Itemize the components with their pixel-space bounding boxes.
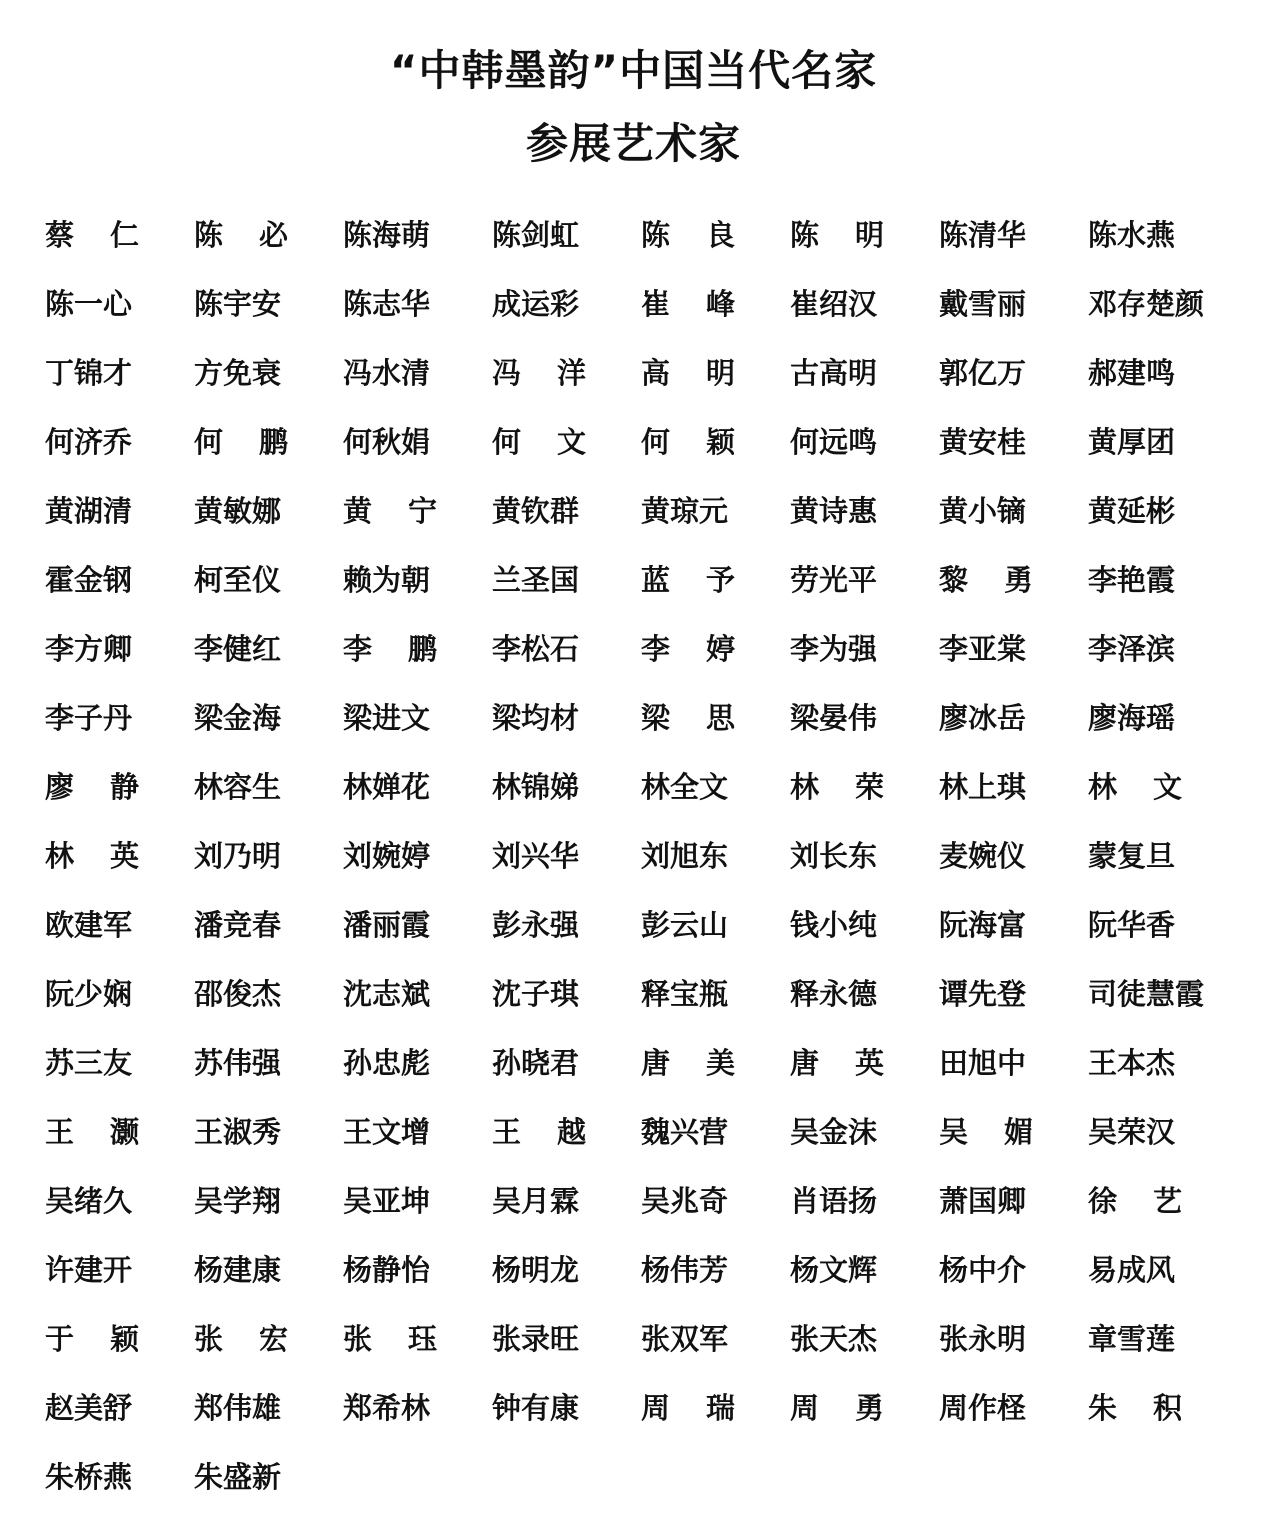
artist-name: 张双军 [641,1322,729,1356]
artist-name: 释宝瓶 [641,977,729,1011]
artist-name-grid [45,210,1245,1521]
artist-name: 阮少娴 [45,977,133,1011]
artist-name: 李 鹏 [343,632,437,666]
artist-name: 冯 洋 [492,356,586,390]
artist-name: 陈 明 [790,218,884,252]
artist-name: 刘旭东 [641,839,729,873]
artist-name: 黄湖清 [45,494,133,528]
artist-name: 朱桥燕 [45,1460,133,1494]
artist-name: 肖语扬 [790,1184,878,1218]
artist-name: 柯至仪 [194,563,282,597]
artist-name: 黄琼元 [641,494,729,528]
artist-name: 黄钦群 [492,494,580,528]
artist-name: 李方卿 [45,632,133,666]
artist-name: 廖冰岳 [939,701,1027,735]
artist-name: 唐 英 [790,1046,884,1080]
artist-name: 黎 勇 [939,563,1033,597]
artist-name: 陈水燕 [1088,218,1176,252]
artist-name: 郑伟雄 [194,1391,282,1425]
artist-name: 孙忠彪 [343,1046,431,1080]
artist-name: 陈志华 [343,287,431,321]
artist-name: 黄延彬 [1088,494,1176,528]
artist-name: 阮海富 [939,908,1027,942]
artist-name: 杨建康 [194,1253,282,1287]
artist-name: 沈志斌 [343,977,431,1011]
artist-name: 陈清华 [939,218,1027,252]
artist-name: 方免衰 [194,356,282,390]
artist-name: 何秋娟 [343,425,431,459]
artist-name: 潘竞春 [194,908,282,942]
artist-name: 魏兴营 [641,1115,729,1149]
artist-name: 吴兆奇 [641,1184,729,1218]
artist-name: 王 越 [492,1115,586,1149]
artist-name: 沈子琪 [492,977,580,1011]
artist-name: 王淑秀 [194,1115,282,1149]
artist-name: 杨伟芳 [641,1253,729,1287]
artist-name: 黄 宁 [343,494,437,528]
artist-name: 郑希林 [343,1391,431,1425]
artist-name: 阮华香 [1088,908,1176,942]
artist-name: 成运彩 [492,287,580,321]
artist-name: 吴学翔 [194,1184,282,1218]
artist-name: 周 勇 [790,1391,884,1425]
artist-name: 廖 静 [45,770,139,804]
artist-name: 李泽滨 [1088,632,1176,666]
artist-name: 陈 良 [641,218,735,252]
artist-name: 周作柽 [939,1391,1027,1425]
artist-name: 朱 积 [1088,1391,1182,1425]
artist-name: 李艳霞 [1088,563,1176,597]
artist-name: 麦婉仪 [939,839,1027,873]
artist-name: 霍金钢 [45,563,133,597]
artist-name: 苏伟强 [194,1046,282,1080]
artist-name: 崔 峰 [641,287,735,321]
artist-name: 劳光平 [790,563,878,597]
artist-name: 杨明龙 [492,1253,580,1287]
artist-name: 吴金沫 [790,1115,878,1149]
artist-name: 易成风 [1088,1253,1176,1287]
artist-name: 兰圣国 [492,563,580,597]
artist-name: 古高明 [790,356,878,390]
artist-name: 梁 思 [641,701,735,735]
artist-name: 李健红 [194,632,282,666]
artist-name: 王 灏 [45,1115,139,1149]
artist-name: 孙晓君 [492,1046,580,1080]
artist-name: 邓存楚颜 [1088,287,1205,321]
artist-name: 何 文 [492,425,586,459]
artist-name: 梁进文 [343,701,431,735]
artist-name: 张 宏 [194,1322,288,1356]
artist-name: 崔绍汉 [790,287,878,321]
document-subtitle: 参展艺术家 [525,119,741,168]
artist-name: 苏三友 [45,1046,133,1080]
artist-name: 邵俊杰 [194,977,282,1011]
artist-name: 黄安桂 [939,425,1027,459]
artist-name: 林 文 [1088,770,1182,804]
artist-name: 刘婉婷 [343,839,431,873]
artist-name: 刘长东 [790,839,878,873]
artist-name: 黄诗惠 [790,494,878,528]
artist-name: 李为强 [790,632,878,666]
artist-name: 王文增 [343,1115,431,1149]
artist-name: 赖为朝 [343,563,431,597]
artist-name: 郭亿万 [939,356,1027,390]
artist-name: 徐 艺 [1088,1184,1182,1218]
artist-name: 许建开 [45,1253,133,1287]
artist-name: 杨中介 [939,1253,1027,1287]
artist-name: 李亚棠 [939,632,1027,666]
artist-name: 唐 美 [641,1046,735,1080]
artist-name: 林锦娣 [492,770,580,804]
artist-name: 林 英 [45,839,139,873]
artist-name: 陈 必 [194,218,288,252]
artist-name: 赵美舒 [45,1391,133,1425]
artist-name: 梁金海 [194,701,282,735]
artist-name: 蔡 仁 [45,218,139,252]
artist-name: 梁晏伟 [790,701,878,735]
artist-name: 张录旺 [492,1322,580,1356]
artist-name: 于 颖 [45,1322,139,1356]
artist-name: 章雪莲 [1088,1322,1176,1356]
artist-name: 黄敏娜 [194,494,282,528]
artist-name: 李子丹 [45,701,133,735]
artist-name: 郝建鸣 [1088,356,1176,390]
artist-name: 释永德 [790,977,878,1011]
artist-name: 何济乔 [45,425,133,459]
artist-name: 吴绪久 [45,1184,133,1218]
artist-name: 林上琪 [939,770,1027,804]
document-title: “中韩墨韵”中国当代名家 [389,46,878,95]
artist-name: 梁均材 [492,701,580,735]
artist-name: 黄小镝 [939,494,1027,528]
artist-name: 彭云山 [641,908,729,942]
artist-name: 彭永强 [492,908,580,942]
artist-name: 杨静怡 [343,1253,431,1287]
artist-name: 谭先登 [939,977,1027,1011]
artist-name: 廖海瑶 [1088,701,1176,735]
artist-name: 张天杰 [790,1322,878,1356]
artist-name: 陈宇安 [194,287,282,321]
artist-name: 陈剑虹 [492,218,580,252]
artist-name: 萧国卿 [939,1184,1027,1218]
artist-name: 李松石 [492,632,580,666]
artist-name: 司徒慧霞 [1088,977,1205,1011]
artist-name: 高 明 [641,356,735,390]
artist-name: 刘兴华 [492,839,580,873]
artist-name: 黄厚团 [1088,425,1176,459]
artist-name: 钱小纯 [790,908,878,942]
artist-name: 何远鸣 [790,425,878,459]
artist-name: 吴 媚 [939,1115,1033,1149]
artist-name: 周 瑞 [641,1391,735,1425]
artist-name: 何 鹏 [194,425,288,459]
artist-name: 何 颖 [641,425,735,459]
artist-name: 吴亚坤 [343,1184,431,1218]
artist-name: 林全文 [641,770,729,804]
artist-name: 田旭中 [939,1046,1027,1080]
artist-name: 林 荣 [790,770,884,804]
artist-name: 朱盛新 [194,1460,282,1494]
artist-name: 欧建军 [45,908,133,942]
artist-name: 王本杰 [1088,1046,1176,1080]
artist-name: 吴月霖 [492,1184,580,1218]
artist-name: 蒙复旦 [1088,839,1176,873]
artist-name: 戴雪丽 [939,287,1027,321]
artist-name: 钟有康 [492,1391,580,1425]
artist-name: 林婵花 [343,770,431,804]
artist-name: 李 婷 [641,632,735,666]
artist-name: 张永明 [939,1322,1027,1356]
artist-name: 刘乃明 [194,839,282,873]
artist-name: 潘丽霞 [343,908,431,942]
artist-name: 吴荣汉 [1088,1115,1176,1149]
artist-name: 陈海萌 [343,218,431,252]
artist-name: 张 珏 [343,1322,437,1356]
artist-name: 丁锦才 [45,356,133,390]
artist-name: 杨文辉 [790,1253,878,1287]
artist-name: 冯水清 [343,356,431,390]
artist-name: 蓝 予 [641,563,735,597]
artist-name: 林容生 [194,770,282,804]
artist-name: 陈一心 [45,287,133,321]
